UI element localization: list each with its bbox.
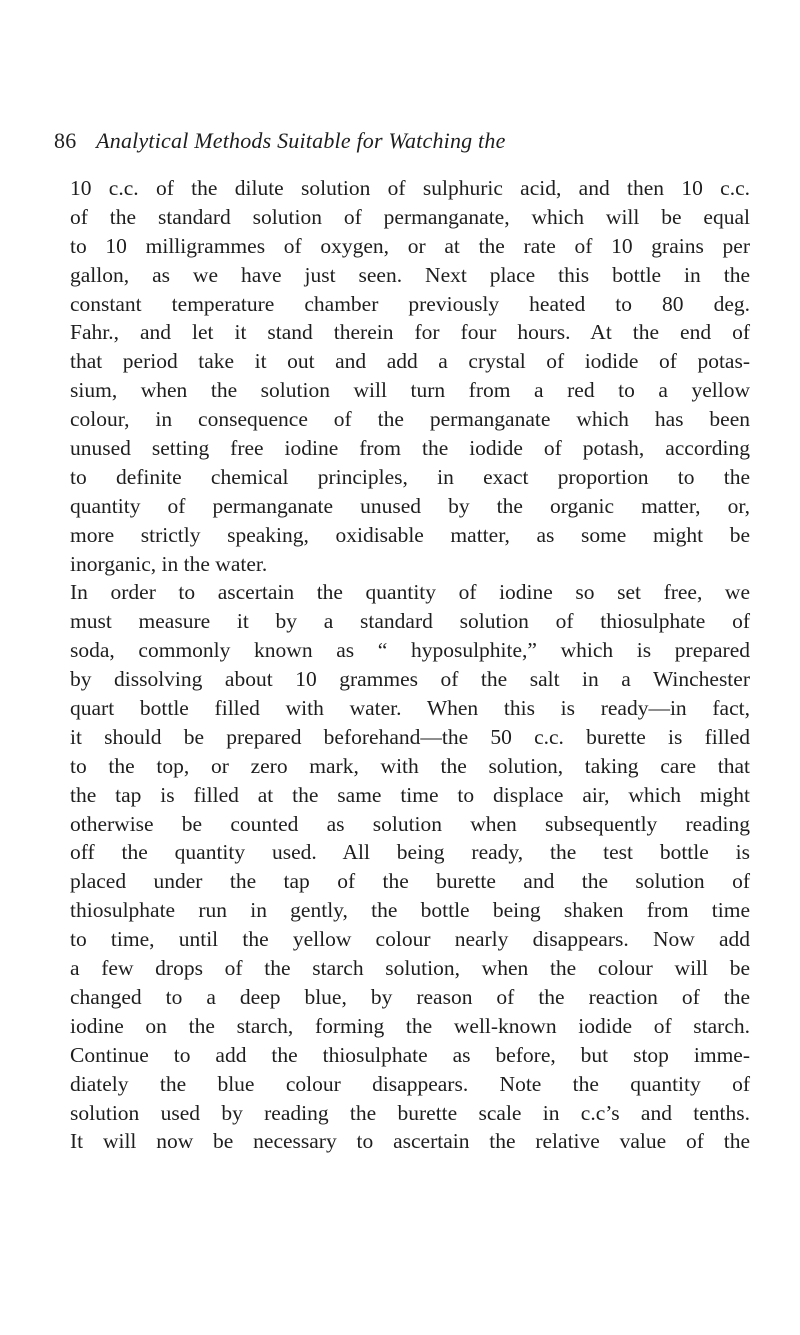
- text-line: constant temperature chamber previously heated to 80 deg.: [70, 291, 750, 316]
- text-line: changed to a deep blue, by reason of the reaction of the: [70, 984, 750, 1009]
- text-line: to definite chemical principles, in exact proportion to the: [70, 464, 750, 489]
- text-line: unused setting free iodine from the iodide of potash, according: [70, 436, 750, 461]
- text-line: more strictly speaking, oxidisable matter, as some might be: [70, 522, 750, 547]
- text-line: Fahr., and let it stand therein for four hours. At the end of: [70, 320, 750, 345]
- text-line: colour, in consequence of the permanganate which has been: [70, 407, 750, 432]
- text-line: solution used by reading the burette scale in c.c’s and tenths.: [70, 1100, 750, 1125]
- text-line: to time, until the yellow colour nearly disappears. Now add: [70, 927, 750, 952]
- text-line: a few drops of the starch solution, when the colour will be: [70, 956, 750, 981]
- text-line: of the standard solution of permanganate, which will be equal: [70, 204, 750, 229]
- text-line: to the top, or zero mark, with the solution, taking care that: [70, 753, 750, 778]
- running-title: Analytical Methods Suitable for Watching the: [96, 128, 506, 153]
- text-line: otherwise be counted as solution when subsequently reading: [70, 811, 750, 836]
- text-line: 10 c.c. of the dilute solution of sulphuric acid, and then 10 c.c.: [70, 176, 750, 200]
- text-line: quart bottle filled with water. When this is ready—in fact,: [70, 696, 750, 721]
- text-line: that period take it out and add a crystal of iodide of potas-: [70, 349, 750, 374]
- text-line: iodine on the starch, forming the well-known iodide of starch.: [70, 1013, 750, 1038]
- text-line: must measure it by a standard solution of thiosulphate of: [70, 609, 750, 634]
- body-text: [70, 174, 750, 1156]
- text-line: by dissolving about 10 grammes of the salt in a Winchester: [70, 667, 750, 692]
- page-number: 86: [54, 128, 77, 153]
- text-line: inorganic, in the water.: [70, 551, 268, 576]
- text-line: sium, when the solution will turn from a red to a yellow: [70, 378, 750, 403]
- text-line: placed under the tap of the burette and the solution of: [70, 869, 750, 894]
- running-header: [54, 128, 506, 154]
- text-line: diately the blue colour disappears. Note the quantity of: [70, 1071, 750, 1096]
- text-line: it should be prepared beforehand—the 50 c.c. burette is filled: [70, 724, 750, 749]
- text-line: Continue to add the thiosulphate as before, but stop imme-: [70, 1042, 750, 1067]
- text-line: off the quantity used. All being ready, the test bottle is: [70, 840, 750, 865]
- text-line: thiosulphate run in gently, the bottle being shaken from time: [70, 898, 750, 923]
- text-line: to 10 milligrammes of oxygen, or at the rate of 10 grains per: [70, 233, 750, 258]
- text-line: In order to ascertain the quantity of iodine so set free, we: [70, 580, 750, 605]
- text-line: quantity of permanganate unused by the organic matter, or,: [70, 493, 750, 518]
- text-line: gallon, as we have just seen. Next place this bottle in the: [70, 262, 750, 287]
- text-line: soda, commonly known as “ hyposulphite,” which is prepared: [70, 638, 750, 663]
- text-line: It will now be necessary to ascertain the relative value of the: [70, 1129, 750, 1154]
- text-line: the tap is filled at the same time to displace air, which might: [70, 782, 750, 807]
